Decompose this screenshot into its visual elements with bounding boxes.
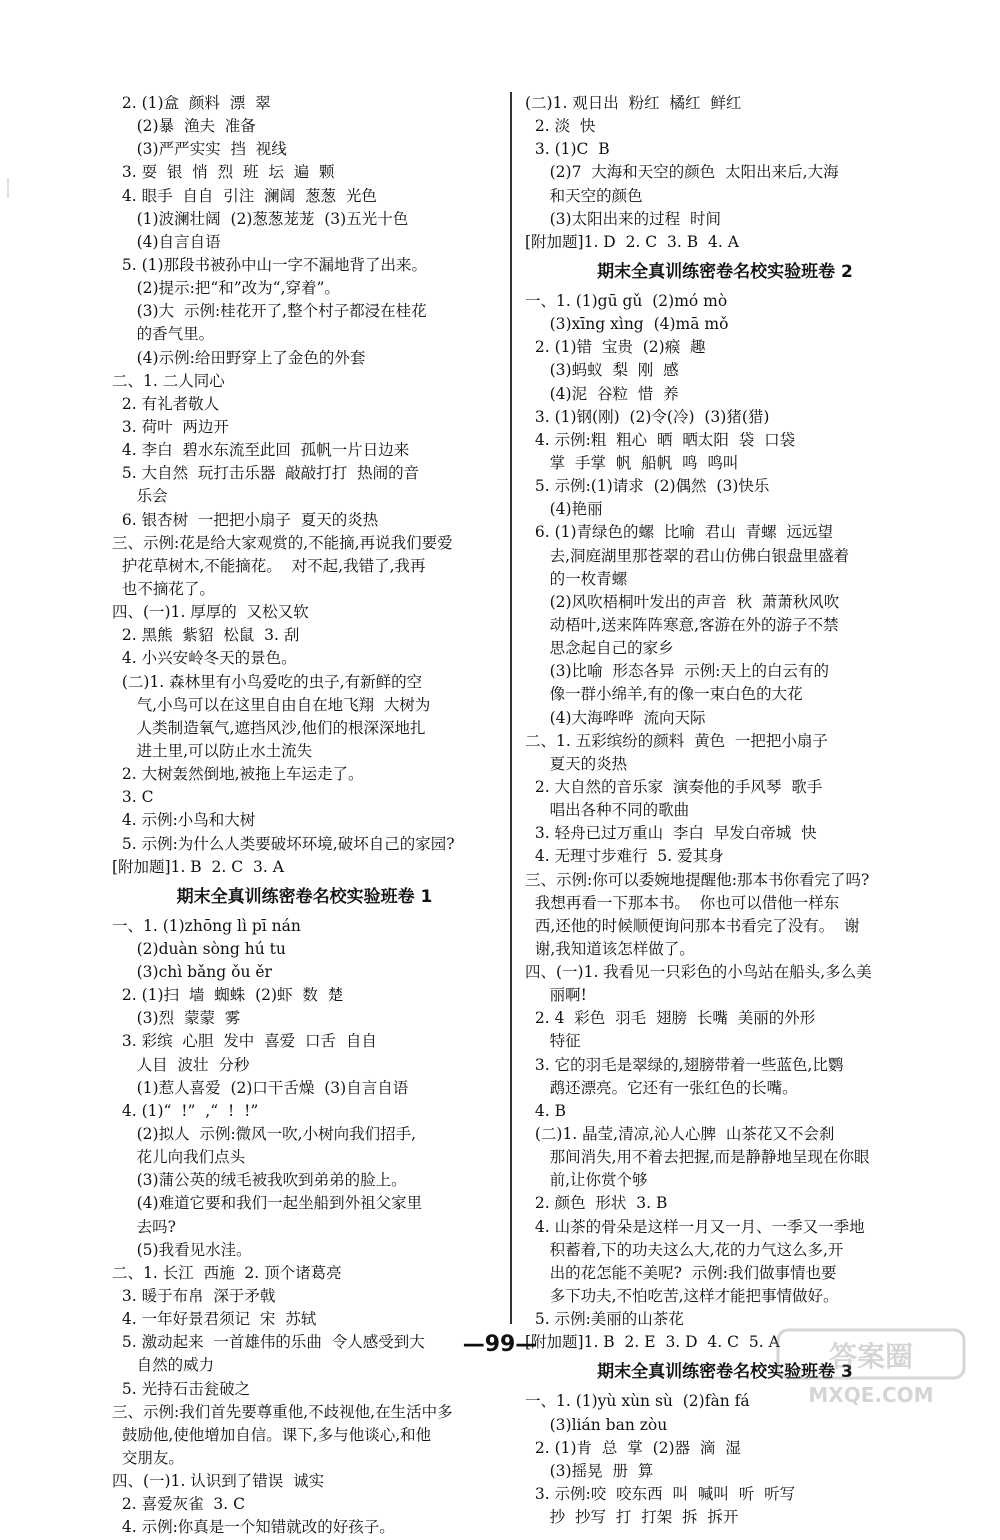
answer-line: 动梧叶,送来阵阵寒意,客游在外的游子不禁 (525, 615, 839, 634)
answer-line: 西,还他的时候顺便询问那本书看完了没有。 谢 (525, 916, 860, 935)
answer-line: 2. 喜爱灰雀 3. C (112, 1495, 245, 1514)
answer-line: 一、1. (1)gū gǔ (2)mó mò (525, 291, 728, 310)
answer-line: 3. 耍 银 悄 烈 班 坛 遍 颗 (112, 163, 335, 182)
column-divider (510, 92, 512, 1324)
section-heading: 期末全真训练密卷名校实验班卷 3 (597, 1362, 853, 1383)
answer-line: 三、示例:我们首先要尊重他,不歧视他,在生活中多 (112, 1402, 453, 1421)
answer-line: 丽啊! (525, 986, 587, 1005)
answer-line: 4. (1)“ !” ,“ ! !” (112, 1101, 259, 1120)
answer-line: 前,让你赏个够 (525, 1171, 648, 1190)
answer-line: 多下功夫,不怕吃苦,这样才能把事情做好。 (525, 1287, 839, 1306)
answer-line: 的香气里。 (112, 325, 215, 344)
answer-line: (3)严严实实 挡 视线 (112, 140, 287, 159)
answer-line: (2)提示:把“和”改为“,穿着”。 (112, 279, 340, 298)
answer-line: 3. 它的羽毛是翠绿的,翅膀带着一些蓝色,比鹦 (525, 1055, 844, 1074)
answer-line: 交朋友。 (112, 1449, 184, 1468)
answer-line: 5. 示例:美丽的山茶花 (525, 1310, 684, 1329)
answer-line: [附加题]1. B 2. C 3. A (112, 857, 284, 876)
answer-line: (二)1. 晶莹,清凉,沁人心脾 山茶花又不会刹 (525, 1125, 835, 1144)
answer-line: 2. 大树轰然倒地,被拖上车运走了。 (112, 765, 364, 784)
answer-line: 2. 大自然的音乐家 演奏他的手风琴 歌手 (525, 777, 823, 796)
answer-line: 3. 示例:咬 咬东西 叫 喊叫 听 听写 (525, 1485, 796, 1504)
answer-line: 3. 暖于布帛 深于矛戟 (112, 1287, 276, 1306)
answer-line: 积蓄着,下的功夫这么大,花的力气这么多,开 (525, 1240, 844, 1259)
answer-line: (4)示例:给田野穿上了金色的外套 (112, 348, 366, 367)
answer-line: (3)lián ban zòu (525, 1415, 668, 1434)
answer-line: 思念起自己的家乡 (525, 639, 674, 658)
answer-line: (4)大海哗哗 流向天际 (525, 708, 706, 727)
left-column (112, 92, 497, 1540)
answer-line: 进土里,可以防止水土流失 (112, 741, 313, 760)
answer-line: 护花草树木,不能摘花。 对不起,我错了,我再 (112, 556, 426, 575)
answer-line: 2. 颜色 形状 3. B (525, 1194, 668, 1213)
answer-line: 的一枚青螺 (525, 569, 628, 588)
answer-line: 那间消失,用不着去把握,而是静静地呈现在你眼 (525, 1148, 870, 1167)
answer-line: (2)暴 渔夫 准备 (112, 117, 256, 136)
answer-line: 2. (1)错 宝贵 (2)瘊 趣 (525, 338, 706, 357)
answer-line: (4)艳丽 (525, 500, 603, 519)
answer-line: 5. (1)那段书被孙中山一字不漏地背了出来。 (112, 255, 428, 274)
answer-line: (4)泥 谷粒 惜 养 (525, 384, 679, 403)
answer-line: (3)太阳出来的过程 时间 (525, 209, 721, 228)
answer-line: 抄 抄写 打 打架 拆 拆开 (525, 1508, 739, 1527)
watermark-logo (776, 1328, 966, 1408)
answer-line: 4. 一年好景君须记 宋 苏轼 (112, 1310, 317, 1329)
answer-line: 2. 淡 快 (525, 117, 596, 136)
answer-line: (3)xīng xìng (4)mā mǒ (525, 315, 729, 334)
answer-line: (3)chì bǎng ǒu ěr (112, 963, 272, 982)
svg-text:答案圈: 答案圈 (828, 1340, 914, 1373)
answer-line: (4)自言自语 (112, 232, 221, 251)
answer-line: 4. 小兴安岭冬天的景色。 (112, 649, 297, 668)
answer-line: 4. 眼手 自自 引注 澜阔 葱葱 光色 (112, 186, 377, 205)
answer-line: 去,洞庭湖里那苍翠的君山仿佛白银盘里盛着 (525, 546, 850, 565)
answer-line: 我想再看一下那本书。 你也可以借他一样东 (525, 893, 840, 912)
answer-line: 二、1. 五彩缤纷的颜料 黄色 一把把小扇子 (525, 731, 828, 750)
answer-line: 自然的威力 (112, 1356, 215, 1375)
answer-line: 6. (1)青绿色的螺 比喻 君山 青螺 远远望 (525, 523, 833, 542)
answer-line: 4. 示例:粗 粗心 晒 晒太阳 袋 口袋 (525, 430, 796, 449)
answer-line: 5. 激动起来 一首雄伟的乐曲 令人感受到大 (112, 1333, 425, 1352)
svg-text:MXQE.COM: MXQE.COM (808, 1383, 934, 1407)
answer-line: (3)比喻 形态各异 示例:天上的白云有的 (525, 662, 830, 681)
answer-line: 鼓励他,使他增加自信。课下,多与他谈心,和他 (112, 1425, 432, 1444)
answer-line: 5. 示例:为什么人类要破坏环境,破坏自己的家园? (112, 834, 455, 853)
answer-line: 三、示例:你可以委婉地提醒他:那本书你看完了吗? (525, 870, 870, 889)
answer-line: (2)duàn sòng hú tu (112, 939, 286, 958)
answer-line: (3)烈 蒙蒙 雾 (112, 1009, 241, 1028)
answer-line: 4. B (525, 1101, 566, 1120)
answer-line: 三、示例:花是给大家观赏的,不能摘,再说我们要爱 (112, 533, 453, 552)
answer-line: 3. 荷叶 两边开 (112, 417, 229, 436)
answer-line: (3)大 示例:桂花开了,整个村子都浸在桂花 (112, 302, 427, 321)
answer-line: 掌 手掌 帆 船帆 鸣 鸣叫 (525, 453, 739, 472)
answer-line: 像一群小绵羊,有的像一束白色的大花 (525, 685, 803, 704)
answer-line: (2)拟人 示例:微风一吹,小树向我们招手, (112, 1125, 417, 1144)
answer-line: 2. (1)扫 墙 蜘蛛 (2)虾 数 楚 (112, 986, 344, 1005)
answer-line: (二)1. 森林里有小鸟爱吃的虫子,有新鲜的空 (112, 672, 423, 691)
answer-line: (4)难道它要和我们一起坐船到外祖父家里 (112, 1194, 423, 1213)
answer-line: 3. C (112, 788, 154, 807)
answer-line: 5. 大自然 玩打击乐器 敲敲打打 热闹的音 (112, 464, 420, 483)
section-heading: 期末全真训练密卷名校实验班卷 1 (176, 886, 433, 907)
answer-line: 2. (1)肯 总 掌 (2)器 滴 湿 (525, 1438, 741, 1457)
answer-line: (3)摇晃 册 算 (525, 1461, 654, 1480)
answer-line: 二、1. 二人同心 (112, 371, 225, 390)
answer-line: (1)波澜壮阔 (2)葱葱茏茏 (3)五光十色 (112, 209, 409, 228)
scan-edge-mark (6, 178, 12, 198)
answer-line: 出的花怎能不美呢? 示例:我们做事情也要 (525, 1263, 837, 1282)
answer-line: 花儿向我们点头 (112, 1148, 246, 1167)
answer-line: 4. 山茶的骨朵是这样一月又一月、一季又一季地 (525, 1217, 865, 1236)
answer-line: 唱出各种不同的歌曲 (525, 801, 690, 820)
answer-line: 4. 无理寸步难行 5. 爱其身 (525, 847, 724, 866)
answer-line: 2. 4 彩色 羽毛 翅膀 长嘴 美丽的外形 (525, 1009, 816, 1028)
answer-line: (2)风吹梧桐叶发出的声音 秋 萧萧秋风吹 (525, 592, 840, 611)
answer-line: 人目 波壮 分秒 (112, 1055, 250, 1074)
answer-line: 一、1. (1)yù xùn sù (2)fàn fá (525, 1392, 750, 1411)
answer-line: 4. 李白 碧水东流至此回 孤帆一片日边来 (112, 441, 410, 460)
answer-line: 谢,我知道该怎样做了。 (525, 939, 695, 958)
answer-line: 乐会 (112, 487, 168, 506)
answer-line: 6. 银杏树 一把把小扇子 夏天的炎热 (112, 510, 379, 529)
answer-line: [附加题]1. B 2. E 3. D 4. C 5. A (525, 1333, 780, 1352)
answer-line: 2. 有礼者敬人 (112, 394, 220, 413)
answer-line: 2. (1)盒 颜料 漂 翠 (112, 94, 271, 112)
answer-line: 3. (1)C B (525, 140, 610, 159)
page-number: —99— (462, 1332, 538, 1357)
right-column (525, 92, 925, 1529)
answer-line: 2. 黑熊 紫貂 松鼠 3. 刮 (112, 626, 300, 645)
answer-line: 人类制造氧气,遮挡风沙,他们的根深深地扎 (112, 718, 426, 737)
answer-line: 4. 示例:小鸟和大树 (112, 811, 256, 830)
answer-line: 四、(一)1. 我看见一只彩色的小鸟站在船头,多么美 (525, 963, 872, 982)
answer-line: 四、(一)1. 认识到了错误 诚实 (112, 1472, 325, 1491)
answer-line: 气,小鸟可以在这里自由自在地飞翔 大树为 (112, 695, 431, 714)
answer-line: 3. (1)钢(刚) (2)令(冷) (3)猪(猎) (525, 407, 770, 426)
answer-line: 也不摘花了。 (112, 579, 215, 598)
answer-line: 3. 轻舟已过万重山 李白 早发白帝城 快 (525, 824, 817, 843)
answer-line: (5)我看见水洼。 (112, 1240, 252, 1259)
answer-line: 4. 示例:你真是一个知错就改的好孩子。 (112, 1518, 395, 1537)
answer-line: 5. 光持石击瓮破之 (112, 1379, 251, 1398)
answer-line: 5. 示例:(1)请求 (2)偶然 (3)快乐 (525, 477, 770, 496)
answer-line: (1)惹人喜爱 (2)口干舌燥 (3)自言自语 (112, 1078, 409, 1097)
answer-line: 二、1. 长江 西施 2. 顶个诸葛亮 (112, 1263, 342, 1282)
answer-line: 一、1. (1)zhōng lì pī nán (112, 916, 301, 935)
answer-line: 3. 彩缤 心胆 发中 喜爱 口舌 自自 (112, 1032, 377, 1051)
answer-line: (2)7 大海和天空的颜色 太阳出来后,大海 (525, 163, 839, 182)
answer-line: 鹉还漂亮。它还有一张红色的长嘴。 (525, 1078, 798, 1097)
answer-line: 四、(一)1. 厚厚的 又松又软 (112, 603, 309, 622)
answer-line: (二)1. 观日出 粉红 橘红 鲜红 (525, 94, 742, 112)
answer-line: 和天空的颜色 (525, 186, 643, 205)
answer-line: 夏天的炎热 (525, 754, 628, 773)
section-heading: 期末全真训练密卷名校实验班卷 2 (597, 261, 853, 282)
answer-line: 去吗? (112, 1217, 176, 1236)
answer-line: 特征 (525, 1032, 581, 1051)
answer-line: [附加题]1. D 2. C 3. B 4. A (525, 232, 739, 251)
answer-line: (3)蒲公英的绒毛被我吹到弟弟的脸上。 (112, 1171, 407, 1190)
answer-line: (3)蚂蚁 梨 刚 感 (525, 361, 679, 380)
